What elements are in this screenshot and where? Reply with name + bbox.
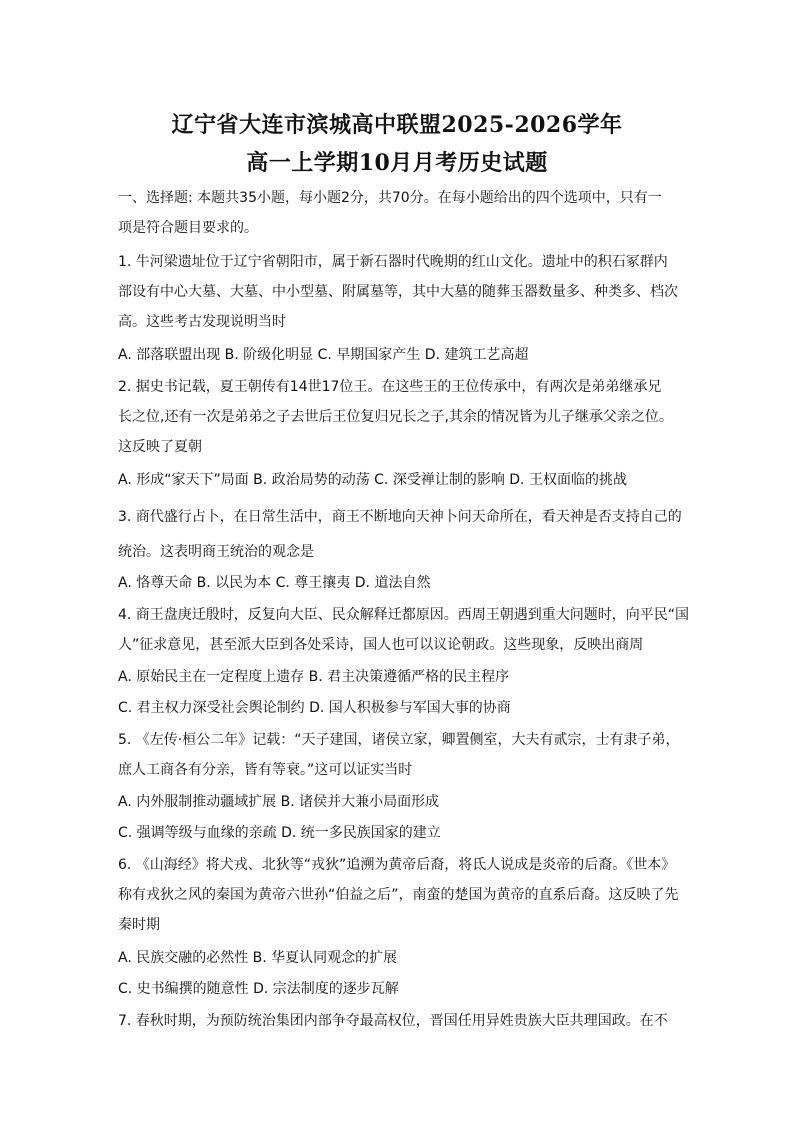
question-2-options: A. 形成“家天下”局面 B. 政治局势的动荡 C. 深受禅让制的影响 D. 王权面临的挑战: [118, 472, 627, 488]
question-2-stem-line-2: 长之位,还有一次是弟弟之子去世后王位复归兄长之子,其余的情况皆为儿子继承父亲之位。: [118, 409, 673, 425]
question-2-stem-line-3: 这反映了夏朝: [118, 439, 202, 455]
question-6-stem-line-3: 秦时期: [118, 917, 160, 933]
question-3-options: A. 恪尊天命 B. 以民为本 C. 尊王攘夷 D. 道法自然: [118, 575, 431, 591]
question-5-option-line-1: A. 内外服制推动疆域扩展 B. 诸侯并大兼小局面形成: [118, 794, 440, 810]
question-3-stem-line-2: 统治。这表明商王统治的观念是: [118, 544, 314, 560]
question-3-stem-line-1: 3. 商代盛行占卜，在日常生活中，商王不断地向天神卜问天命所在，看天神是否支持自己的: [118, 509, 682, 525]
exam-title-line-1: 辽宁省大连市滨城高中联盟2025-2026学年: [171, 112, 623, 138]
question-1-options: A. 部落联盟出现 B. 阶级化明显 C. 早期国家产生 D. 建筑工艺高超: [118, 347, 529, 363]
question-4-stem-line-2: 人”征求意见，甚至派大臣到各处采诗，国人也可以议论朝政。这些现象，反映出商周: [118, 637, 644, 653]
exam-title-line-2: 高一上学期10月月考历史试题: [246, 150, 548, 176]
question-1-stem-line-1: 1. 牛河梁遗址位于辽宁省朝阳市，属于新石器时代晚期的红山文化。遗址中的积石冢群内: [118, 254, 668, 270]
section-header-line-1: 一、选择题: 本题共35小题，每小题2分，共70分。在每小题给出的四个选项中，只有一: [118, 190, 662, 206]
question-1-stem-line-2: 部设有中心大墓、大墓、中小型墓、附属墓等，其中大墓的随葬玉器数量多、种类多、档次: [118, 284, 678, 300]
question-5-stem-line-1: 5. 《左传·桓公二年》记载：“天子建国，诸侯立家，卿置侧室，大夫有贰宗，士有隶子弟，: [118, 732, 680, 748]
question-4-option-line-2: C. 君主权力深受社会舆论制约 D. 国人积极参与军国大事的协商: [118, 700, 511, 716]
section-header-line-2: 项是符合题目要求的。: [118, 220, 258, 236]
question-2-stem-line-1: 2. 据史书记载，夏王朝传有14世17位王。在这些王的王位传承中，有两次是弟弟继承兄: [118, 379, 662, 395]
question-4-stem-line-1: 4. 商王盘庚迁殷时，反复向大臣、民众解释迁都原因。西周王朝遇到重大问题时，向平民“国: [118, 607, 690, 623]
question-6-stem-line-1: 6. 《山海经》将犬戎、北狄等“戎狄”追溯为黄帝后裔，将氐人说成是炎帝的后裔。《世本》: [118, 857, 676, 873]
question-6-option-line-2: C. 史书编撰的随意性 D. 宗法制度的逐步瓦解: [118, 981, 399, 997]
question-5-option-line-2: C. 强调等级与血缘的亲疏 D. 统一多民族国家的建立: [118, 825, 441, 841]
question-6-stem-line-2: 称有戎狄之风的秦国为黄帝六世孙“伯益之后”，南蛮的楚国为黄帝的直系后裔。这反映了先: [118, 887, 679, 903]
question-7-stem-line-1: 7. 春秋时期，为预防统治集团内部争夺最高权位，晋国任用异姓贵族大臣共理国政。在不: [118, 1013, 668, 1029]
question-5-stem-line-2: 庶人工商各有分亲，皆有等衰。”这可以证实当时: [118, 762, 413, 778]
question-6-option-line-1: A. 民族交融的必然性 B. 华夏认同观念的扩展: [118, 950, 398, 966]
question-4-option-line-1: A. 原始民主在一定程度上遗存 B. 君主决策遵循严格的民主程序: [118, 669, 510, 685]
question-1-stem-line-3: 高。这些考古发现说明当时: [118, 314, 286, 330]
